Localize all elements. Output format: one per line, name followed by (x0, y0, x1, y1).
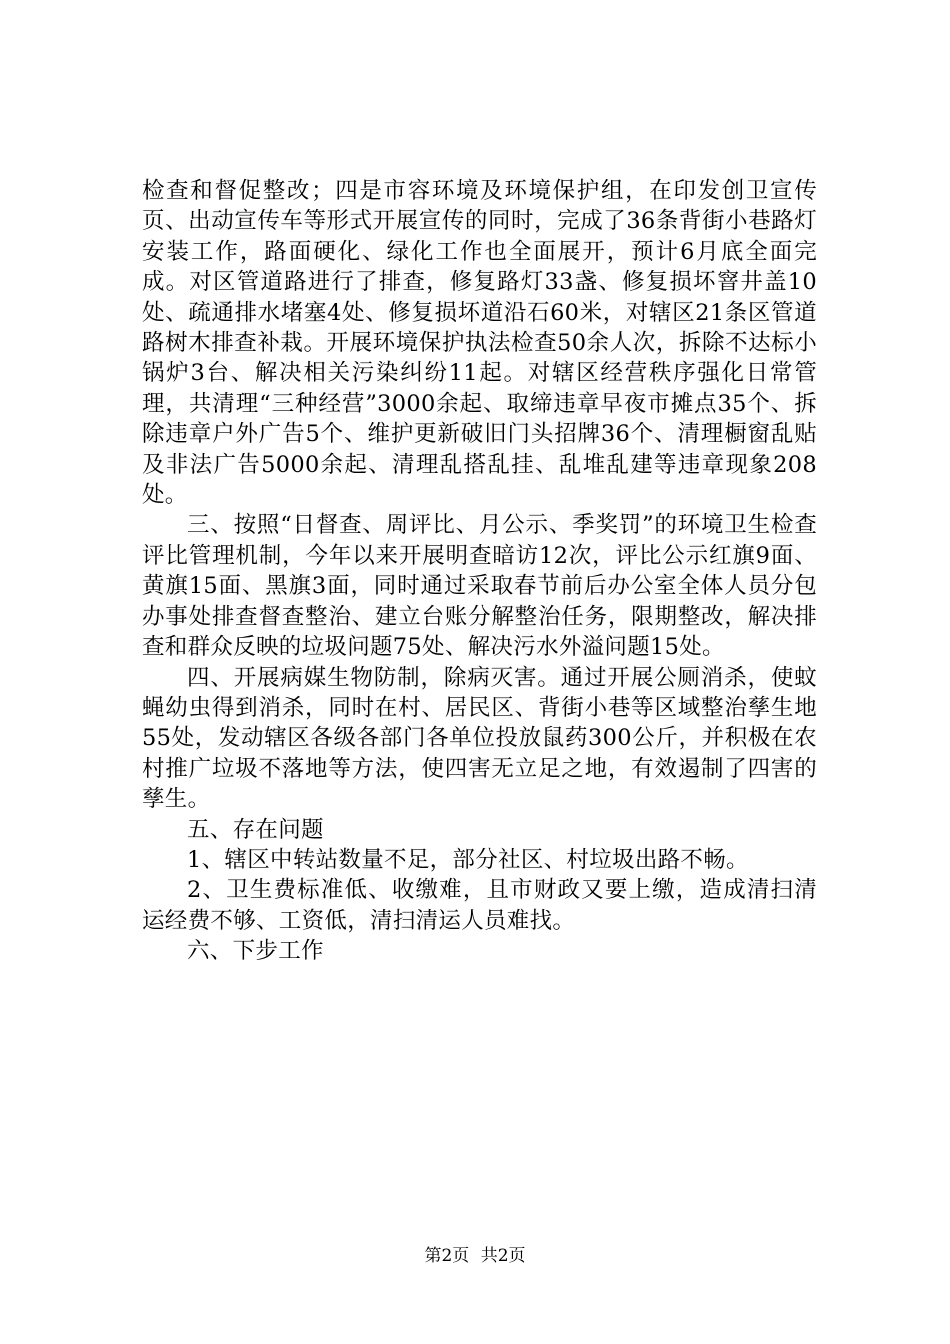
paragraph-issue-two: 2、卫生费标准低、收缴难，且市财政又要上缴，造成清扫清运经费不够、工资低，清扫清运人员难找。 (142, 877, 817, 934)
paragraph-section-three: 三、按照“日督查、周评比、月公示、季奖罚”的环境卫生检查评比管理机制，今年以来开展明查暗访12次，评比公示红旗9面、黄旗15面、黑旗3面，同时通过采取春节前后办公室全体人员分包办事处排查督查整治、建立台账分解整治任务，限期整改，解决排查和群众反映的垃圾问题75处、解决污水外溢问题15处。 (142, 512, 817, 661)
paragraph-section-four: 四、开展病媒生物防制，除病灭害。通过开展公厕消杀，使蚊蝇幼虫得到消杀，同时在村、居民区、背街小巷等区域整治孳生地55处，发动辖区各级各部门各单位投放鼠药300公斤，并积极在农村推广垃圾不落地等方法，使四害无立足之地，有效遏制了四害的孳生。 (142, 664, 817, 813)
paragraph-issue-one: 1、辖区中转站数量不足，部分社区、村垃圾出路不畅。 (187, 846, 749, 873)
page-number-total: 共2页 (480, 1246, 526, 1266)
heading-section-five: 五、存在问题 (187, 816, 324, 843)
document-body (142, 176, 817, 967)
page-number-current: 第2页 (424, 1246, 470, 1266)
page-footer (0, 1245, 950, 1267)
heading-section-six: 六、下步工作 (187, 938, 324, 965)
paragraph-continued: 检查和督促整改；四是市容环境及环境保护组，在印发创卫宣传页、出动宣传车等形式开展宣传的同时，完成了36条背街小巷路灯安装工作，路面硬化、绿化工作也全面展开，预计6月底全面完成。对区管道路进行了排查，修复路灯33盏、修复损坏窨井盖10处、疏通排水堵塞4处、修复损坏道沿石60米，对辖区21条区管道路树木排查补栽。开展环境保护执法检查50余人次，拆除不达标小锅炉3台、解决相关污染纠纷11起。对辖区经营秩序强化日常管理，共清理“三种经营”3000余起、取缔违章早夜市摊点35个、拆除违章户外广告5个、维护更新破旧门头招牌36个、清理橱窗乱贴及非法广告5000余起、清理乱搭乱挂、乱堆乱建等违章现象208处。 (142, 178, 817, 509)
